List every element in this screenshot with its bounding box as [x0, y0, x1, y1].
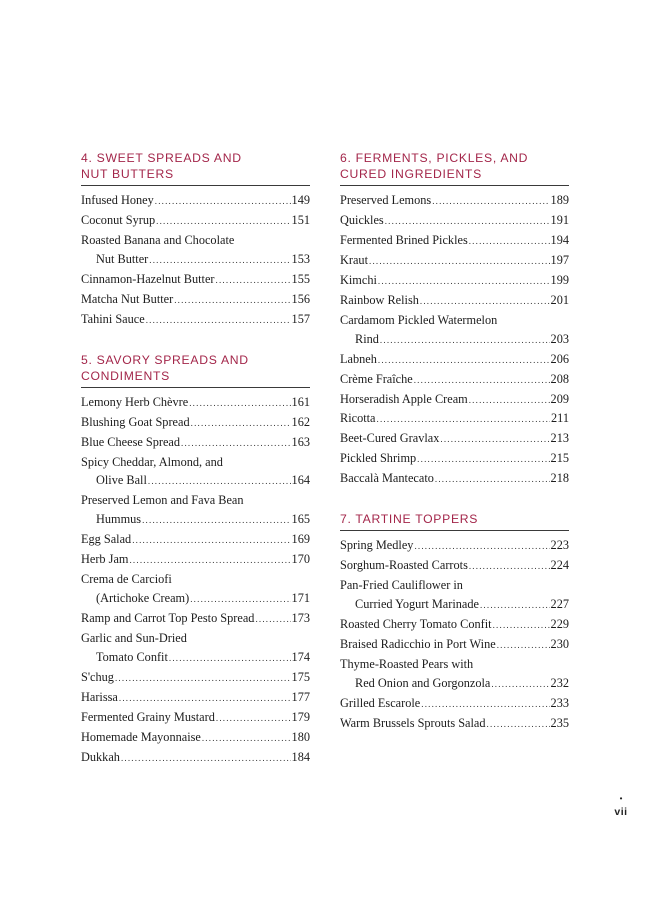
entry-title: Egg Salad — [81, 532, 132, 547]
toc-entry-cardamom-pickled-watermelon[interactable] — [340, 311, 569, 350]
toc-entry-sorghum-roasted-carrots[interactable] — [340, 556, 569, 576]
entry-title: Spicy Cheddar, Almond, and — [81, 454, 223, 469]
entry-line — [81, 668, 310, 688]
entry-title: Labneh — [340, 351, 377, 366]
entry-line — [340, 536, 569, 556]
toc-section — [81, 352, 310, 768]
toc-left-column — [81, 150, 310, 790]
entry-page-number: 199 — [550, 272, 569, 287]
toc-entry-pickled-shrimp[interactable] — [340, 449, 569, 469]
entry-title: Rind — [355, 331, 379, 346]
dot-leader — [169, 649, 291, 668]
entry-page-number: 171 — [291, 591, 310, 606]
entry-page-number: 156 — [291, 291, 310, 306]
entry-title: Beet-Cured Gravlax — [340, 431, 440, 446]
entry-line — [340, 615, 569, 635]
dot-leader — [493, 616, 550, 635]
dot-leader — [181, 434, 291, 453]
toc-section — [340, 150, 569, 489]
dot-leader — [191, 414, 291, 433]
entry-title: Blushing Goat Spread — [81, 414, 190, 429]
entry-title: Roasted Banana and Chocolate — [81, 232, 235, 247]
toc-entry-quickles[interactable] — [340, 211, 569, 231]
entry-page-number: 177 — [291, 689, 310, 704]
toc-entry-rainbow-relish[interactable] — [340, 291, 569, 311]
toc-entry-fermented-grainy-mustard[interactable] — [81, 708, 310, 728]
entry-line — [340, 370, 569, 390]
entry-title: Garlic and Sun-Dried — [81, 631, 187, 646]
entry-page-number: 232 — [550, 675, 569, 690]
entry-title: Dukkah — [81, 749, 120, 764]
entry-page-number: 165 — [291, 512, 310, 527]
entry-line — [340, 271, 569, 291]
entry-line — [81, 491, 310, 510]
entry-page-number: 173 — [291, 611, 310, 626]
toc-entry-grilled-escarole[interactable] — [340, 694, 569, 714]
entry-page-number: 184 — [291, 749, 310, 764]
dot-leader — [216, 271, 291, 290]
bullet-icon: • — [619, 794, 623, 803]
toc-entry-herb-jam[interactable] — [81, 550, 310, 570]
entry-line — [340, 231, 569, 251]
entry-line — [340, 251, 569, 271]
toc-entry-egg-salad[interactable] — [81, 530, 310, 550]
toc-entry-infused-honey[interactable] — [81, 191, 310, 211]
section-heading — [81, 150, 310, 186]
entry-page-number: 227 — [550, 597, 569, 612]
toc-entry-homemade-mayonnaise[interactable] — [81, 728, 310, 748]
entry-page-number: 235 — [550, 715, 569, 730]
dot-leader — [491, 675, 549, 694]
entry-page-number: 179 — [291, 709, 310, 724]
entry-line — [340, 694, 569, 714]
entry-title: Red Onion and Gorgonzola — [355, 675, 491, 690]
dot-leader — [202, 729, 291, 748]
entry-line — [340, 311, 569, 330]
toc-entry-crema-de-carciofi[interactable] — [81, 570, 310, 609]
entry-page-number: 194 — [550, 232, 569, 247]
dot-leader — [121, 749, 291, 768]
toc-entry-pan-fried-cauliflower-in[interactable] — [340, 576, 569, 615]
dot-leader — [146, 311, 291, 330]
dot-leader — [189, 394, 290, 413]
toc-entry-tahini-sauce[interactable] — [81, 310, 310, 330]
entry-line — [81, 708, 310, 728]
entry-title: Tomato Confit — [96, 650, 168, 665]
dot-leader — [156, 212, 290, 231]
toc-entry-thyme-roasted-pears-with[interactable] — [340, 655, 569, 694]
entry-title: Fermented Grainy Mustard — [81, 709, 215, 724]
entry-line — [81, 191, 310, 211]
entry-page-number: 201 — [550, 292, 569, 307]
entry-line — [81, 728, 310, 748]
toc-entry-preserved-lemons[interactable] — [340, 191, 569, 211]
entry-title: Rainbow Relish — [340, 292, 419, 307]
entry-title: Matcha Nut Butter — [81, 291, 174, 306]
entry-line — [340, 595, 569, 615]
dot-leader — [469, 232, 550, 251]
dot-leader — [435, 470, 550, 489]
entry-title: Fermented Brined Pickles — [340, 232, 468, 247]
entry-title: Cardamom Pickled Watermelon — [340, 312, 498, 327]
entry-page-number: 213 — [550, 431, 569, 446]
dot-leader — [190, 590, 290, 609]
page-number-marker — [614, 795, 628, 818]
toc-section — [81, 150, 310, 330]
entry-line — [81, 211, 310, 231]
entry-line — [81, 433, 310, 453]
entry-page-number: 169 — [291, 532, 310, 547]
entry-line — [81, 609, 310, 629]
toc-entry-braised-radicchio-in-port-wine[interactable] — [340, 635, 569, 655]
section-heading — [340, 150, 569, 186]
entry-page-number: 174 — [291, 650, 310, 665]
toc-entry-kraut[interactable] — [340, 251, 569, 271]
entry-title: Kraut — [340, 252, 368, 267]
entry-line — [81, 648, 310, 668]
entry-title: Preserved Lemons — [340, 193, 432, 207]
dot-leader — [148, 472, 291, 491]
dot-leader — [216, 709, 291, 728]
dot-leader — [417, 450, 549, 469]
dot-leader — [142, 511, 290, 530]
entry-title: Horseradish Apple Cream — [340, 391, 468, 406]
entry-line — [340, 350, 569, 370]
toc-entry-roasted-cherry-tomato-confit[interactable] — [340, 615, 569, 635]
section-heading-line: CURED INGREDIENTS — [340, 167, 482, 181]
dot-leader — [115, 669, 291, 688]
dot-leader — [469, 557, 550, 576]
entry-title: Warm Brussels Sprouts Salad — [340, 715, 486, 730]
section-heading-line: NUT BUTTERS — [81, 167, 174, 181]
page-number: vii — [614, 806, 628, 818]
toc-entry-fermented-brined-pickles[interactable] — [340, 231, 569, 251]
dot-leader — [174, 291, 290, 310]
entry-line — [81, 570, 310, 589]
entry-line — [340, 674, 569, 694]
dot-leader — [378, 272, 550, 291]
entry-title: Grilled Escarole — [340, 695, 421, 710]
toc-entry-blue-cheese-spread[interactable] — [81, 433, 310, 453]
entry-page-number: 215 — [550, 451, 569, 466]
entry-title: Spring Medley — [340, 538, 414, 553]
entry-title: Crème Fraîche — [340, 371, 413, 386]
toc-entry-baccal-mantecato[interactable] — [340, 469, 569, 489]
entry-line — [340, 576, 569, 595]
entry-title: Olive Ball — [96, 473, 147, 488]
entry-page-number: 209 — [550, 391, 569, 406]
dot-leader — [440, 430, 549, 449]
dot-leader — [432, 192, 549, 211]
entry-title: Blue Cheese Spread — [81, 434, 181, 449]
entry-title: Baccalà Mantecato — [340, 471, 434, 486]
toc-entry-roasted-banana-and-chocolate[interactable] — [81, 231, 310, 270]
entry-page-number: 151 — [291, 212, 310, 227]
entry-title: Herb Jam — [81, 552, 129, 567]
entry-line — [340, 191, 569, 211]
dot-leader — [414, 371, 550, 390]
toc-right-column — [340, 150, 569, 756]
entry-line — [81, 270, 310, 290]
entry-title: Curried Yogurt Marinade — [355, 597, 479, 612]
entry-line — [81, 250, 310, 270]
entry-page-number: 163 — [291, 434, 310, 449]
entry-line — [81, 510, 310, 530]
entry-title: Pan-Fried Cauliflower in — [340, 578, 463, 593]
entry-title: Infused Honey — [81, 193, 154, 207]
entry-line — [81, 688, 310, 708]
entry-line — [340, 655, 569, 674]
toc-entry-ricotta[interactable] — [340, 409, 569, 429]
entry-line — [340, 714, 569, 734]
entry-title: Roasted Cherry Tomato Confit — [340, 617, 492, 632]
entry-line — [340, 390, 569, 410]
entry-title: Crema de Carciofi — [81, 572, 172, 587]
entry-page-number: 229 — [550, 617, 569, 632]
entry-title: Harissa — [81, 689, 118, 704]
entry-page-number: 233 — [550, 695, 569, 710]
section-heading-line: CONDIMENTS — [81, 368, 170, 383]
dot-leader — [480, 596, 550, 615]
section-heading-line: 4. SWEET SPREADS AND — [81, 151, 242, 165]
entry-title: Quickles — [340, 212, 384, 227]
toc-entry-spring-medley[interactable] — [340, 536, 569, 556]
dot-leader — [469, 391, 550, 410]
section-heading — [81, 352, 310, 388]
toc-entry-harissa[interactable] — [81, 688, 310, 708]
toc-entry-kimchi[interactable] — [340, 271, 569, 291]
entry-line — [340, 449, 569, 469]
entry-title: Cinnamon-Hazelnut Butter — [81, 271, 215, 286]
entry-title: Braised Radicchio in Port Wine — [340, 637, 496, 652]
section-heading-line: 7. TARTINE TOPPERS — [340, 512, 479, 527]
entry-line — [81, 530, 310, 550]
entry-page-number: 170 — [291, 552, 310, 567]
entry-page-number: 162 — [291, 414, 310, 429]
entry-page-number: 191 — [550, 212, 569, 227]
entry-line — [81, 471, 310, 491]
section-heading — [340, 511, 569, 531]
entry-line — [81, 231, 310, 250]
entry-line — [81, 550, 310, 570]
entry-page-number: 189 — [550, 193, 569, 207]
entry-title: Thyme-Roasted Pears with — [340, 657, 474, 672]
entry-page-number: 203 — [550, 331, 569, 346]
dot-leader — [497, 636, 550, 655]
entry-title: Nut Butter — [96, 251, 149, 266]
section-heading-line: 5. SAVORY SPREADS AND — [81, 352, 249, 367]
entry-line — [81, 453, 310, 472]
toc-entry-preserved-lemon-and-fava-bean[interactable] — [81, 491, 310, 530]
entry-title: Ramp and Carrot Top Pesto Spread — [81, 611, 255, 626]
toc-entry-warm-brussels-sprouts-salad[interactable] — [340, 714, 569, 734]
dot-leader — [129, 551, 290, 570]
toc-entry-s-chug[interactable] — [81, 668, 310, 688]
dot-leader — [414, 537, 549, 556]
toc-entry-lemony-herb-ch-vre[interactable] — [81, 393, 310, 413]
dot-leader — [155, 192, 291, 211]
toc-entry-cr-me-fra-che[interactable] — [340, 370, 569, 390]
entry-page-number: 224 — [550, 558, 569, 573]
dot-leader — [119, 689, 291, 708]
section-heading-line: 6. FERMENTS, PICKLES, AND — [340, 151, 529, 165]
entry-line — [340, 211, 569, 231]
entry-page-number: 208 — [550, 371, 569, 386]
dot-leader — [487, 715, 550, 734]
entry-page-number: 211 — [551, 411, 569, 426]
entry-title: Sorghum-Roasted Carrots — [340, 558, 468, 573]
toc-entry-dukkah[interactable] — [81, 748, 310, 768]
entry-line — [340, 469, 569, 489]
dot-leader — [369, 252, 550, 271]
entry-line — [81, 748, 310, 768]
dot-leader — [420, 292, 550, 311]
toc-entry-beet-cured-gravlax[interactable] — [340, 429, 569, 449]
entry-page-number: 180 — [291, 729, 310, 744]
dot-leader — [149, 251, 290, 270]
entry-page-number: 164 — [291, 473, 310, 488]
entry-line — [340, 556, 569, 576]
dot-leader — [255, 610, 290, 629]
entry-page-number: 155 — [291, 271, 310, 286]
entry-page-number: 175 — [291, 670, 310, 685]
toc-entry-horseradish-apple-cream[interactable] — [340, 390, 569, 410]
entry-page-number: 223 — [550, 538, 569, 553]
entry-title: Homemade Mayonnaise — [81, 729, 201, 744]
entry-page-number: 149 — [291, 193, 310, 207]
dot-leader — [132, 531, 290, 550]
entry-title: Preserved Lemon and Fava Bean — [81, 493, 244, 508]
entry-line — [81, 413, 310, 433]
entry-title: S'chug — [81, 670, 114, 685]
entry-page-number: 161 — [291, 394, 310, 409]
toc-entry-matcha-nut-butter[interactable] — [81, 290, 310, 310]
entry-title: Ricotta — [340, 411, 376, 426]
dot-leader — [377, 410, 550, 429]
toc-entry-coconut-syrup[interactable] — [81, 211, 310, 231]
toc-entry-cinnamon-hazelnut-butter[interactable] — [81, 270, 310, 290]
entry-page-number: 197 — [550, 252, 569, 267]
dot-leader — [378, 351, 550, 370]
entry-title: Pickled Shrimp — [340, 451, 417, 466]
entry-title: Tahini Sauce — [81, 311, 145, 326]
toc-section — [340, 511, 569, 734]
entry-page-number: 153 — [291, 251, 310, 266]
dot-leader — [421, 695, 549, 714]
entry-title: Coconut Syrup — [81, 212, 156, 227]
entry-line — [340, 429, 569, 449]
toc-entry-blushing-goat-spread[interactable] — [81, 413, 310, 433]
toc-entry-ramp-and-carrot-top-pesto-spread[interactable] — [81, 609, 310, 629]
dot-leader — [385, 212, 550, 231]
entry-title: Hummus — [96, 512, 142, 527]
entry-page-number: 206 — [550, 351, 569, 366]
dot-leader — [380, 331, 550, 350]
entry-line — [81, 310, 310, 330]
entry-line — [340, 291, 569, 311]
toc-entry-garlic-and-sun-dried[interactable] — [81, 629, 310, 668]
entry-page-number: 230 — [550, 637, 569, 652]
entry-line — [340, 635, 569, 655]
entry-line — [81, 393, 310, 413]
toc-entry-labneh[interactable] — [340, 350, 569, 370]
entry-line — [81, 629, 310, 648]
entry-title: Kimchi — [340, 272, 377, 287]
entry-line — [340, 409, 569, 429]
entry-line — [340, 330, 569, 350]
entry-title: (Artichoke Cream) — [96, 591, 190, 606]
entry-title: Lemony Herb Chèvre — [81, 394, 189, 409]
entry-line — [81, 589, 310, 609]
entry-page-number: 157 — [291, 311, 310, 326]
entry-page-number: 218 — [550, 471, 569, 486]
entry-line — [81, 290, 310, 310]
toc-entry-spicy-cheddar-almond-and[interactable] — [81, 453, 310, 492]
